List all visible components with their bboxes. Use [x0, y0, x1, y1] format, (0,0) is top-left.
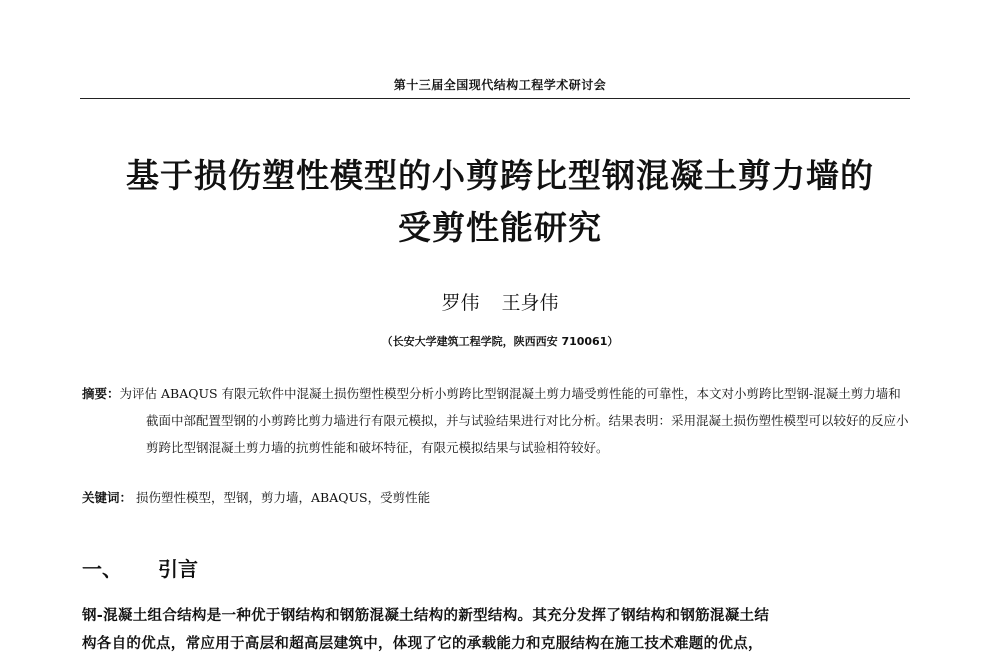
body-line-1: 钢-混凝土组合结构是一种优于钢结构和钢筋混凝土结构的新型结构。其充分发挥了钢结构和钢筋混凝土结 — [82, 608, 770, 624]
paper-title-line-2: 受剪性能研究 — [398, 208, 602, 247]
affiliation: （长安大学建筑工程学院，陕西西安 710061） — [381, 335, 619, 348]
abstract — [82, 380, 912, 461]
abstract-block — [82, 380, 912, 461]
running-head: 第十三届全国现代结构工程学术研讨会 — [393, 78, 607, 92]
section-title: 引言 — [158, 557, 198, 581]
section-heading — [82, 553, 198, 582]
paper-title-line-1: 基于损伤塑性模型的小剪跨比型钢混凝土剪力墙的 — [126, 156, 874, 195]
keywords-label: 关键词： — [82, 490, 133, 505]
body-text — [82, 602, 912, 658]
abstract-label: 摘要： — [82, 386, 120, 401]
keywords-text: 损伤塑性模型，型钢，剪力墙，ABAQUS，受剪性能 — [136, 490, 431, 505]
abstract-text: 为评估 ABAQUS 有限元软件中混凝土损伤塑性模型分析小剪跨比型钢混凝土剪力墙受剪性能的可靠性，本文对小剪跨比型钢-混凝土剪力墙和截面中部配置型钢的小剪跨比剪力墙进行有限元模拟，并与试验结果进行对比分析。结果表明：采用混凝土损伤塑性模型可以较好的反应小剪跨比型钢混凝土剪力墙的抗剪性能和破坏特征，有限元模拟结果与试验相符较好。 — [119, 386, 909, 455]
body-line-2: 构各自的优点，常应用于高层和超高层建筑中，体现了它的承载能力和克服结构在施工技术难题的优点， — [82, 636, 763, 652]
keywords — [82, 488, 912, 506]
header-rule — [80, 98, 910, 99]
section-number: 一、 — [82, 557, 122, 581]
authors: 罗伟 王身伟 — [441, 292, 559, 314]
